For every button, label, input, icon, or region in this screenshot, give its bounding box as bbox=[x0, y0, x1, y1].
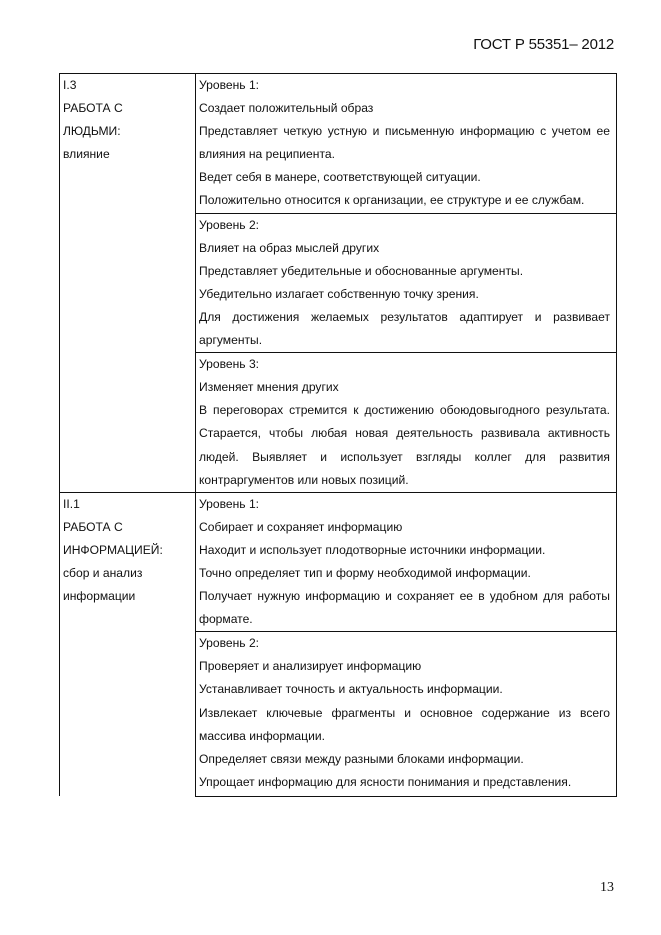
level-paragraph: Положительно относится к организации, ее структуре и ее службам. bbox=[199, 193, 585, 208]
level-paragraph: В переговорах стремится к достижению обоюдовыгодного результата. Старается, чтобы любая новая деятельность развивала активность людей. Выявляет и использует взгляды коллег для развития контраргументов или новых позиций. bbox=[199, 403, 610, 487]
level-paragraph: Представляет убедительные и обоснованные аргументы. bbox=[199, 263, 524, 278]
level-paragraph: Для достижения желаемых результатов адаптирует и развивает аргументы. bbox=[199, 309, 610, 348]
competency-name: ЛЮДЬМИ: bbox=[63, 124, 121, 139]
level-paragraph: Получает нужную информацию и сохраняет ее в удобном для работы формате. bbox=[199, 589, 610, 627]
level-cell bbox=[196, 492, 617, 632]
level-paragraph: Точно определяет тип и форму необходимой информации. bbox=[199, 565, 531, 580]
level-heading: Уровень 1: bbox=[199, 496, 260, 511]
competency-code: I.3 bbox=[63, 78, 77, 92]
competency-name: ИНФОРМАЦИЕЙ: bbox=[63, 542, 163, 557]
table-row bbox=[60, 74, 617, 214]
competency-cell-i3 bbox=[60, 74, 196, 493]
level-paragraph: Влияет на образ мыслей других bbox=[199, 240, 380, 255]
level-paragraph: Ведет себя в манере, соответствующей ситуации. bbox=[199, 170, 481, 185]
level-heading: Уровень 3: bbox=[199, 357, 260, 372]
level-paragraph: Находит и использует плодотворные источники информации. bbox=[199, 542, 546, 557]
level-paragraph: Собирает и сохраняет информацию bbox=[199, 519, 403, 534]
competency-name: РАБОТА С bbox=[63, 519, 123, 534]
level-paragraph: Убедительно излагает собственную точку зрения. bbox=[199, 286, 479, 301]
level-paragraph: Создает положительный образ bbox=[199, 101, 374, 116]
level-cell bbox=[196, 353, 617, 493]
level-paragraph: Изменяет мнения других bbox=[199, 380, 339, 395]
competency-code: II.1 bbox=[63, 496, 80, 511]
table-row bbox=[60, 492, 617, 632]
level-paragraph: Устанавливает точность и актуальность информации. bbox=[199, 682, 503, 697]
competency-name: РАБОТА С bbox=[63, 101, 123, 116]
level-heading: Уровень 2: bbox=[199, 636, 260, 651]
competency-cell-ii1 bbox=[60, 492, 196, 796]
level-paragraph: Извлекает ключевые фрагменты и основное содержание из всего массива информации. bbox=[199, 705, 610, 743]
level-cell bbox=[196, 213, 617, 353]
competency-subtitle: сбор и анализ bbox=[63, 565, 143, 580]
level-paragraph: Определяет связи между разными блоками информации. bbox=[199, 751, 524, 766]
level-paragraph: Проверяет и анализирует информацию bbox=[199, 659, 422, 674]
level-paragraph: Представляет четкую устную и письменную информацию с учетом ее влияния на реципиента. bbox=[199, 124, 610, 162]
level-cell bbox=[196, 632, 617, 797]
competency-subtitle: информации bbox=[63, 589, 136, 604]
level-heading: Уровень 1: bbox=[199, 78, 260, 92]
level-cell bbox=[196, 74, 617, 214]
document-header: ГОСТ Р 55351– 2012 bbox=[473, 36, 614, 53]
level-heading: Уровень 2: bbox=[199, 217, 260, 232]
competency-table bbox=[59, 73, 617, 797]
page-number: 13 bbox=[600, 880, 614, 895]
level-paragraph: Упрощает информацию для ясности понимания и представления. bbox=[199, 774, 572, 789]
competency-subtitle: влияние bbox=[63, 147, 110, 162]
